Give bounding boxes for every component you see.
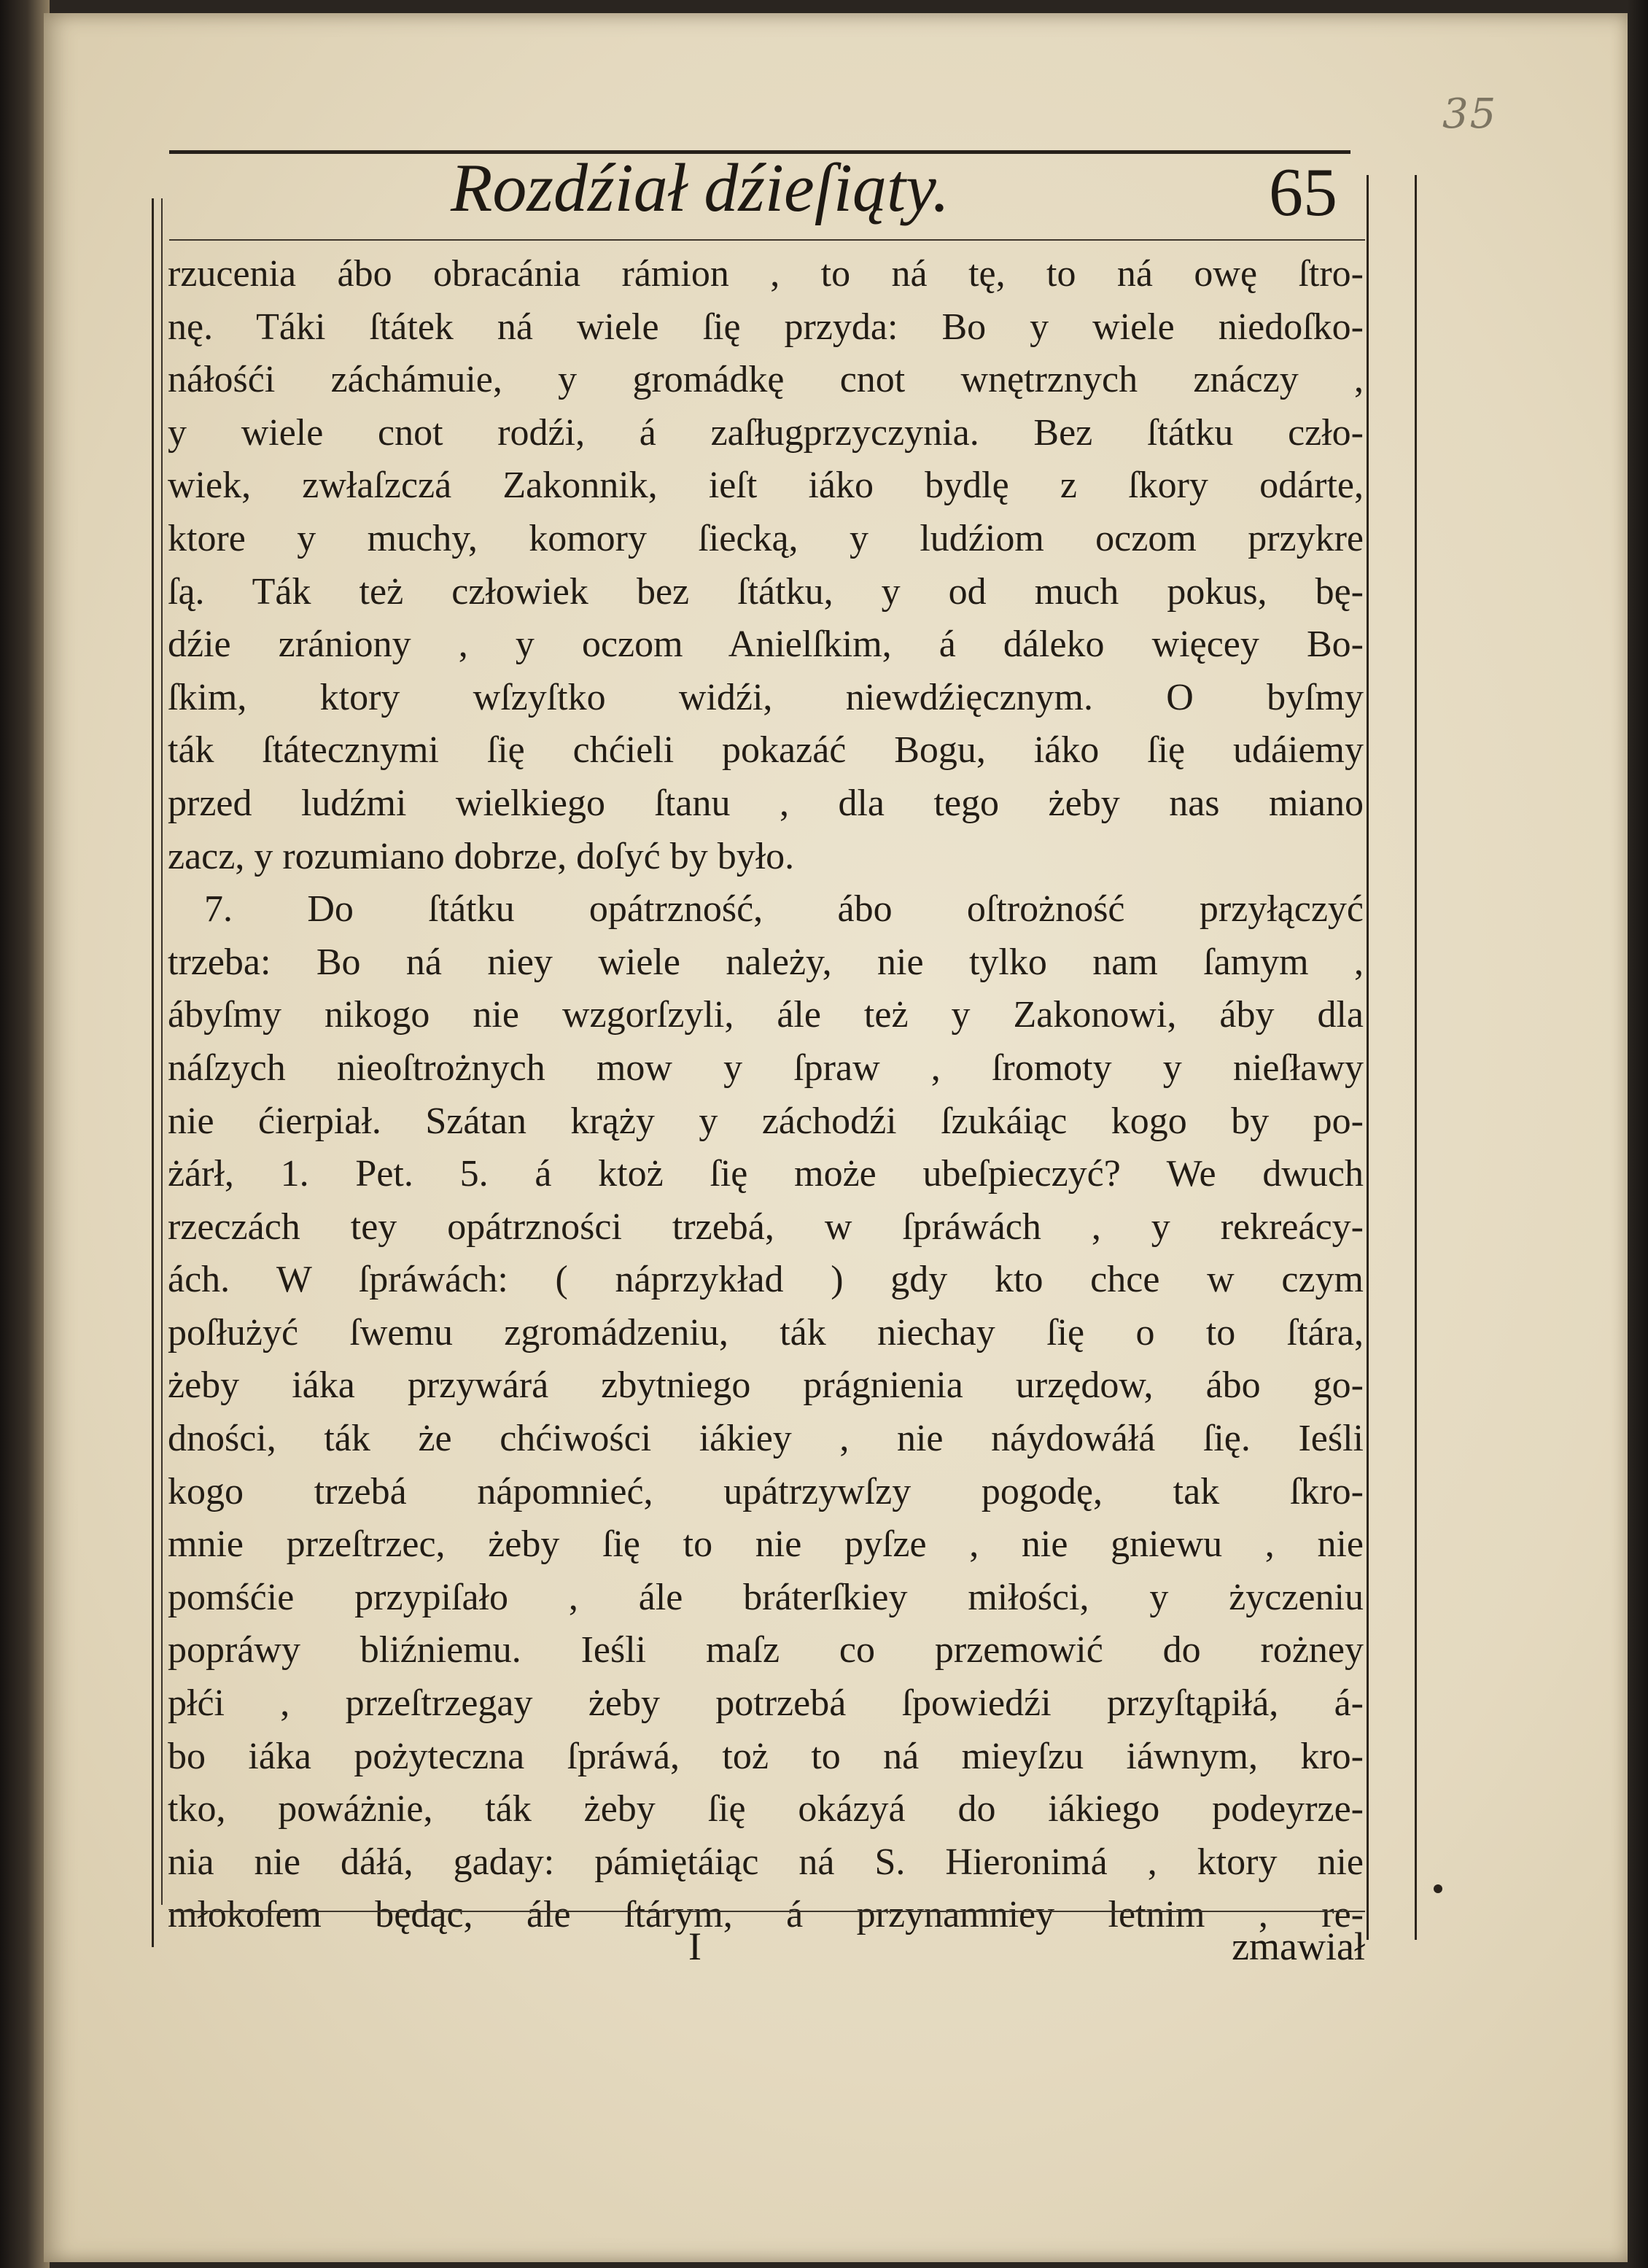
frame-right-outer-rule xyxy=(1415,175,1417,1940)
signature-mark: I xyxy=(688,1925,701,1968)
text-line: ták ſtátecznymi ſię chćieli pokazáć Bogu, iáko ſię udáiemy xyxy=(168,729,1364,772)
text-line: kogo trzebá nápomnieć, upátrzywſzy pogodę, tak ſkro- xyxy=(168,1470,1364,1512)
catchword: zmawiał xyxy=(1232,1925,1365,1968)
text-line: 7. Do ſtátku opátrzność, ábo oſtrożność przyłączyć xyxy=(204,888,1364,931)
text-line: y wiele cnot rodźi, á zaſługprzyczynia. Bez ſtátku czło- xyxy=(168,411,1364,454)
margin-ink-dot xyxy=(1434,1884,1442,1893)
text-line: ſą. Ták też człowiek bez ſtátku, y od much pokus, bę- xyxy=(168,570,1364,613)
text-line: nę. Táki ſtátek ná wiele ſię przyda: Bo y wiele niedoſko- xyxy=(168,306,1364,348)
text-line: rzeczách tey opátrzności trzebá, w ſpráwách , y rekreácy- xyxy=(168,1205,1364,1248)
text-line: dności, ták że chćiwości iákiey , nie náydowáłá ſię. Ieśli xyxy=(168,1418,1364,1460)
handwritten-folio-number: 35 xyxy=(1442,90,1498,138)
body-text xyxy=(168,248,1364,1942)
text-line: bo iáka pożyteczna ſpráwá, toż to ná mieyſzu iáwnym, kro- xyxy=(168,1735,1364,1777)
text-line: żárł, 1. Pet. 5. á ktoż ſię może ubeſpieczyć? We dwuch xyxy=(168,1153,1364,1195)
text-line: popráwy bliźniemu. Ieśli maſz co przemowić do rożney xyxy=(168,1629,1364,1671)
frame-right-rule xyxy=(1367,175,1369,1940)
page-edge-shadow xyxy=(1628,0,1648,2268)
text-line: náłośći záchámuie, y gromádkę cnot wnętrznych znáczy , xyxy=(168,359,1364,401)
text-line: wiek, zwłaſzczá Zakonnik, ieſt iáko bydlę z ſkory odárte, xyxy=(168,465,1364,507)
text-line: ſkim, ktory wſzyſtko widźi, niewdźięcznym. O byſmy xyxy=(168,676,1364,718)
page-number: 65 xyxy=(1269,155,1337,230)
text-line: ábyſmy nikogo nie wzgorſzyli, ále też y Zakonowi, áby dla xyxy=(168,994,1364,1036)
text-line: trzeba: Bo ná niey wiele należy, nie tylko nam ſamym , xyxy=(168,941,1364,983)
text-line: pomśćie przypiſało , ále bráterſkiey miłości, y życzeniu xyxy=(168,1576,1364,1618)
text-line: dźie zrániony , y oczom Anielſkim, á dáleko więcey Bo- xyxy=(168,624,1364,666)
footer-rule xyxy=(169,1911,1365,1912)
text-line: płći , przeſtrzegay żeby potrzebá ſpowiedźi przyſtąpiłá, á- xyxy=(168,1682,1364,1725)
frame-left-rule xyxy=(152,198,154,1947)
running-title: Rozdźiał dźieſiąty. xyxy=(451,150,950,226)
text-line: przed ludźmi wielkiego ſtanu , dla tego żeby nas miano xyxy=(168,782,1364,824)
page-header xyxy=(169,149,1365,236)
text-line: zacz, y rozumiano dobrze, doſyć by było. xyxy=(168,835,795,877)
book-gutter xyxy=(0,0,50,2268)
text-line: ách. W ſpráwách: ( náprzykład ) gdy kto chce w czym xyxy=(168,1259,1364,1301)
text-line: tko, powáżnie, ták żeby ſię okázyá do iákiego podeyrze- xyxy=(168,1788,1364,1830)
text-line: nia nie dáłá, gaday: pámiętáiąc ná S. Hieronimá , ktory nie xyxy=(168,1841,1364,1883)
page-footer xyxy=(169,1918,1365,1991)
text-line: poſłużyć ſwemu zgromádzeniu, ták niechay ſię o to ſtára, xyxy=(168,1311,1364,1354)
text-line: rzucenia ábo obracánia rámion , to ná tę, to ná owę ſtro- xyxy=(168,253,1364,295)
text-line: młokoſem będąc, ále ſtárym, á przynamniey letnim , re- xyxy=(168,1894,1364,1936)
text-line: nie ćierpiał. Szátan krąży y záchodźi ſzukáiąc kogo by po- xyxy=(168,1100,1364,1142)
text-line: mnie przeſtrzec, żeby ſię to nie pyſze , nie gniewu , nie xyxy=(168,1523,1364,1566)
text-line: ktore y muchy, komory ſiecką, y ludźiom oczom przykre xyxy=(168,517,1364,559)
frame-left-inner-rule xyxy=(161,198,163,1905)
header-rule xyxy=(169,239,1365,241)
text-line: żeby iáka przywárá zbytniego prágnienia urzędow, ábo go- xyxy=(168,1364,1364,1407)
text-line: náſzych nieoſtrożnych mow y ſpraw , ſromoty y nieſławy xyxy=(168,1046,1364,1089)
